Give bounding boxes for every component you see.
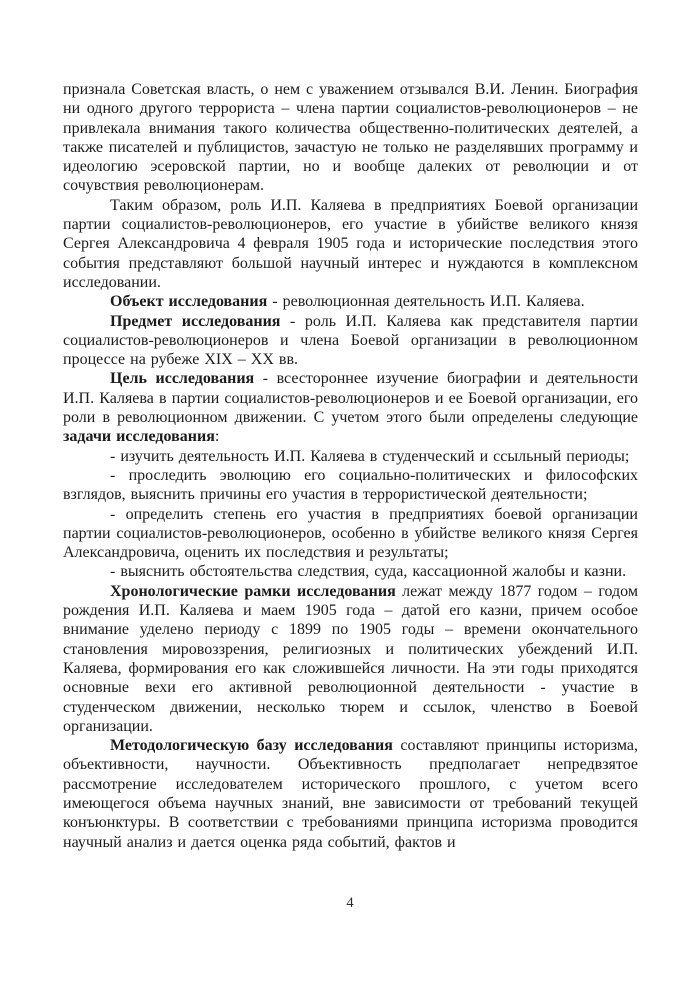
paragraph-text: - всестороннее изучение биографии и деятельности И.П. Каляева в партии социалистов-революционеров и ее Боевой организации, его роли в революционном движении. С учетом этого были определены следующие — [63, 370, 639, 427]
task-list-item-4 — [63, 562, 638, 581]
paragraph-methodological-base — [63, 736, 638, 852]
paragraph-text: признала Советская власть, о нем с уважением отзывался В.И. Ленин. Биография ни одного другого террориста – члена партии социалистов-революционеров – не привлекала внимания такого количества общественно-политических деятелей, а также писателей и публицистов, зачастую не только не разделявших программу и идеологию эсеровской партии, но и вообще далеких от революции и от сочувствия революционерам. — [63, 81, 638, 195]
paragraph-text: лежат между 1877 годом – годом рождения И.П. Каляева и маем 1905 года – датой его казни, причем особое внимание уделено периоду с 1899 по 1905 годы – времени окончательного становления мировоззрения, религиозных и политических убеждений И.П. Каляева, формирования его как сложившейся личности. На эти годы приходятся основные вехи его активной революционной деятельности - участие в студенческом движении, несколько тюрем и ссылок, членство в Боевой организации. — [63, 582, 638, 735]
paragraph-text: - изучить деятельность И.П. Каляева в студенческий и ссыльный периоды; — [110, 447, 630, 465]
paragraph-text: Таким образом, роль И.П. Каляева в предприятиях Боевой организации партии социалистов-революционеров, его участие в убийстве великого князя Сергея Александровича 4 февраля 1905 года и исторические последствия этого события представляют большой научный интерес и нуждаются в комплексном исследовании. — [63, 196, 638, 291]
paragraph-text: составляют принципы историзма, объективности, научности. Объективность предполагает непредвзятое рассмотрение исследователем исторического прошлого, с учетом всего имеющегося объема научных знаний, вне зависимости от требований текущей конъюнктуры. В соответствии с требованиями принципа историзма проводится научный анализ и дается оценка ряда событий, фактов и — [63, 737, 638, 851]
paragraph-text: : — [214, 428, 220, 446]
research-tasks-emphasis: задачи исследования — [63, 428, 215, 446]
page-text-block — [63, 80, 638, 852]
paragraph-text: - определить степень его участия в предприятиях боевой организации партии социалистов-революционеров, особенно в убийстве великого князя Сергея Александровича, оценить их последствия и результаты; — [63, 505, 638, 562]
paragraph-research-goal — [63, 369, 638, 446]
research-goal-heading: Цель исследования — [110, 370, 255, 388]
paragraph-conclusion-intro — [63, 196, 638, 292]
chronological-scope-heading: Хронологические рамки исследования — [110, 582, 396, 600]
research-object-heading: Объект исследования — [110, 293, 268, 311]
paragraph-continuation — [63, 80, 638, 196]
task-list-item-3 — [63, 505, 638, 563]
paragraph-text: - выяснить обстоятельства следствия, суда, кассационной жалобы и казни. — [110, 563, 627, 581]
paragraph-research-subject — [63, 312, 638, 370]
paragraph-text: - революционная деятельность И.П. Каляева. — [267, 293, 585, 311]
paragraph-text: - роль И.П. Каляева как представителя партии социалистов-революционеров и члена Боевой организации в революционном процессе на рубеже XIX – XX вв. — [63, 312, 638, 369]
task-list-item-2 — [63, 466, 638, 505]
task-list-item-1 — [63, 447, 638, 466]
methodological-base-heading: Методологическую базу исследования — [110, 737, 393, 755]
paragraph-chronological-scope — [63, 582, 638, 736]
research-subject-heading: Предмет исследования — [110, 312, 281, 330]
page-number: 4 — [346, 895, 354, 911]
paragraph-text: - проследить эволюцию его социально-политических и философских взглядов, выяснить причины его участия в террористической деятельности; — [63, 466, 638, 504]
paragraph-research-object — [63, 292, 638, 311]
